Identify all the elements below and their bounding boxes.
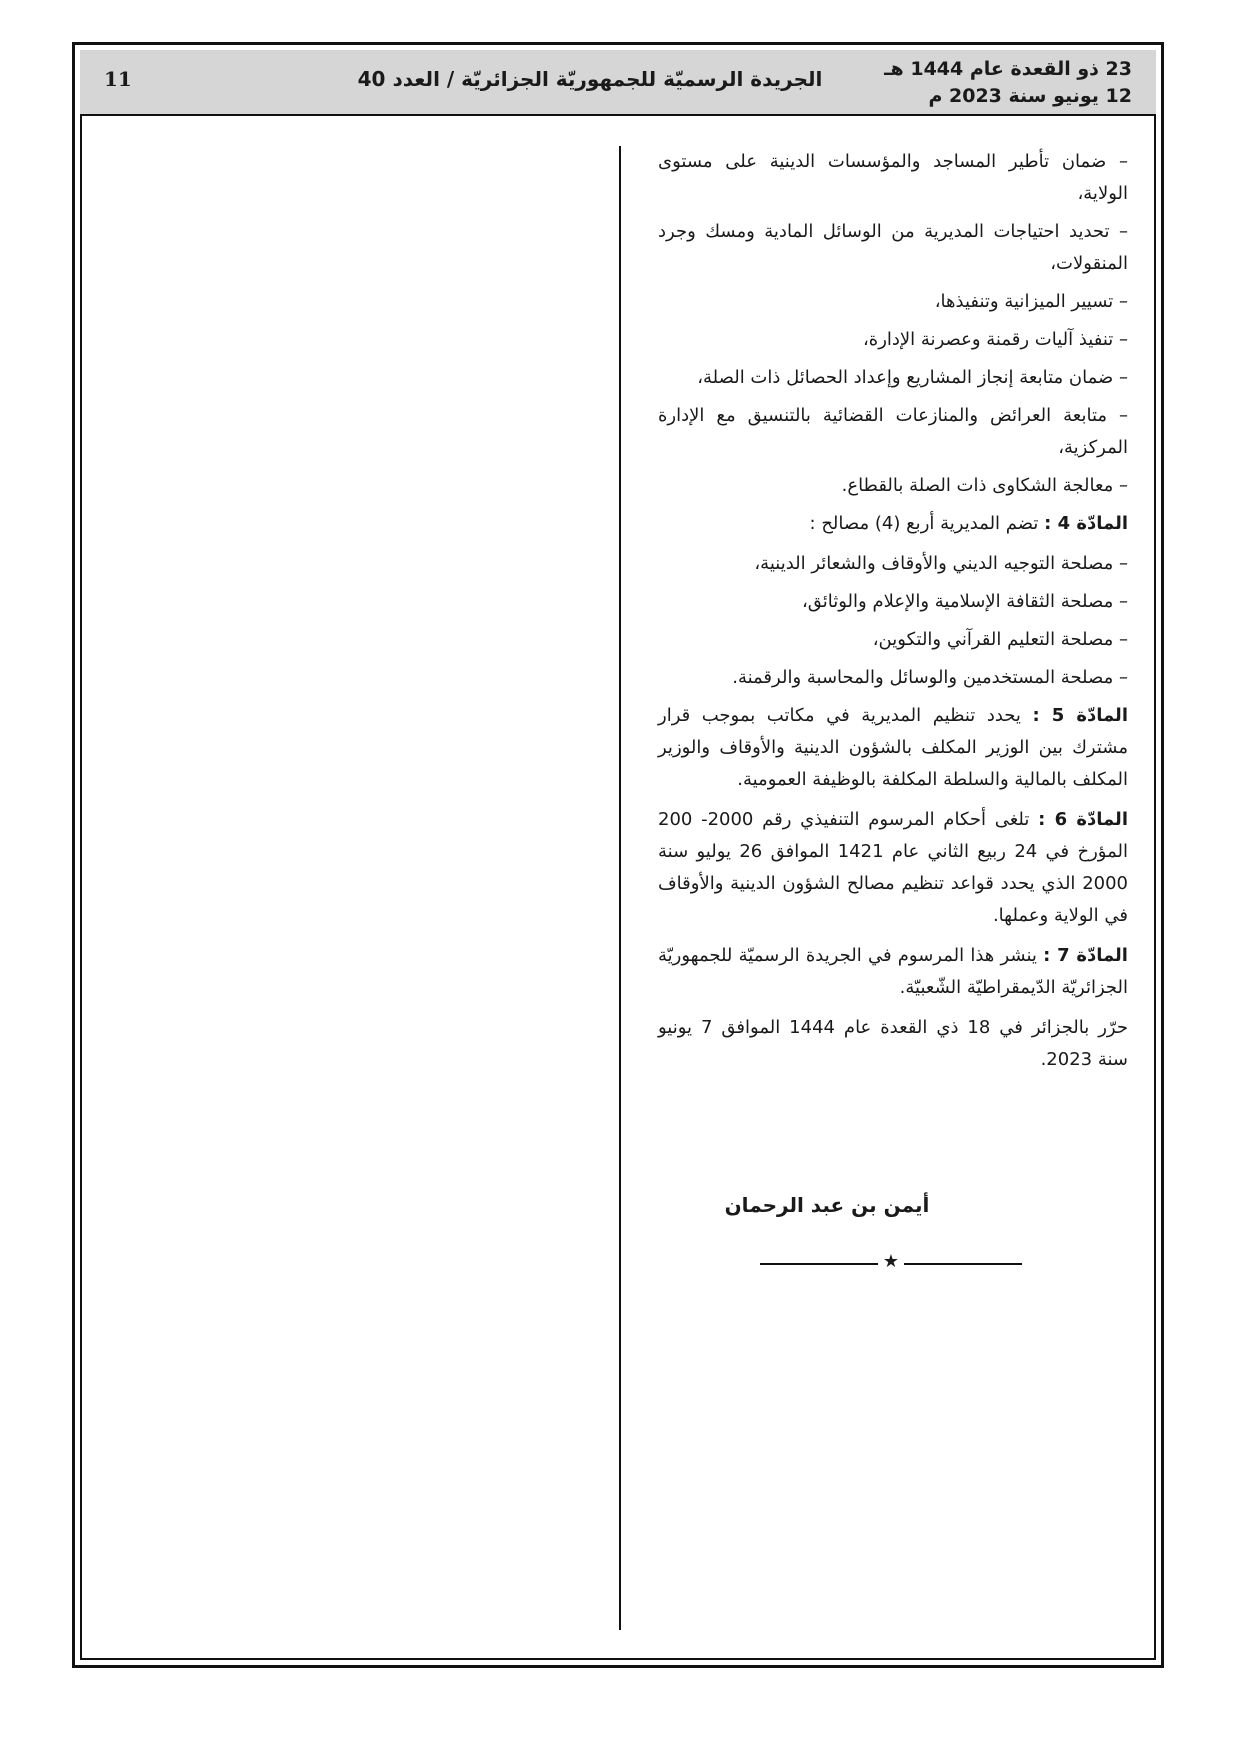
signed-place-date: حرّر بالجزائر في 18 ذي القعدة عام 1444 الموافق 7 يونيو سنة 2023. [658,1017,1128,1070]
article-5 [658,700,1128,796]
list-item: – تحديد احتياجات المديرية من الوسائل المادية ومسك وجرد المنقولات، [658,221,1128,274]
list-item: – ضمان متابعة إنجاز المشاريع وإعداد الحصائل ذات الصلة، [697,367,1128,388]
section-divider [760,1251,1022,1274]
article-4-text: تضم المديرية أربع (4) مصالح : [809,513,1039,534]
list-item: – معالجة الشكاوى ذات الصلة بالقطاع. [841,475,1128,496]
gregorian-date: 12 يونيو سنة 2023 م [928,85,1132,107]
hijri-date: 23 ذو القعدة عام 1444 هـ [884,58,1132,80]
list-item: – متابعة العرائض والمنازعات القضائية بالتنسيق مع الإدارة المركزية، [658,405,1128,458]
article-7 [658,940,1128,1004]
article-5-label: المادّة 5 : [1032,705,1128,726]
divider-line-left [760,1263,878,1265]
header-dates [884,56,1132,110]
article-6-text: تلغى أحكام المرسوم التنفيذي رقم 2000- 200 المؤرخ في 24 ربيع الثاني عام 1421 الموافق 26 يوليو سنة 2000 الذي يحدد قواعد تنظيم مصالح الشؤون الدينية والأوقاف في الولاية وعملها. [658,809,1128,926]
list-item: – مصلحة التعليم القرآني والتكوين، [872,629,1128,650]
list-item: – مصلحة المستخدمين والوسائل والمحاسبة والرقمنة. [732,667,1128,688]
article-4 [658,508,1128,540]
journal-title: الجريدة الرسميّة للجمهوريّة الجزائريّة / العدد 40 [357,67,823,91]
article-7-text: ينشر هذا المرسوم في الجريدة الرسميّة للجمهوريّة الجزائريّة الدّيمقراطيّة الشّعبيّة. [658,945,1128,998]
column-divider [619,146,621,1630]
list-item: – ضمان تأطير المساجد والمؤسسات الدينية على مستوى الولاية، [658,151,1128,204]
list-item: – تنفيذ آليات رقمنة وعصرنة الإدارة، [862,329,1128,350]
article-5-text: يحدد تنظيم المديرية في مكاتب بموجب قرار مشترك بين الوزير المكلف بالشؤون الدينية والأوقاف والوزير المكلف بالمالية والسلطة المكلفة بالوظيفة العمومية. [658,705,1128,790]
list-item: – مصلحة التوجيه الديني والأوقاف والشعائر الدينية، [754,553,1128,574]
article-6 [658,804,1128,932]
article-6-label: المادّة 6 : [1038,809,1128,830]
article-7-label: المادّة 7 : [1043,945,1128,966]
signatory-name: أيمن بن عبد الرحمان [724,1193,930,1217]
article-4-label: المادّة 4 : [1044,513,1128,534]
article-column [658,146,1128,1084]
list-item: – مصلحة الثقافة الإسلامية والإعلام والوثائق، [801,591,1128,612]
page-number: 11 [104,67,132,91]
divider-line-right [904,1263,1022,1265]
page-header [80,50,1156,116]
list-item: – تسيير الميزانية وتنفيذها، [934,291,1128,312]
star-icon: ★ [882,1251,900,1272]
